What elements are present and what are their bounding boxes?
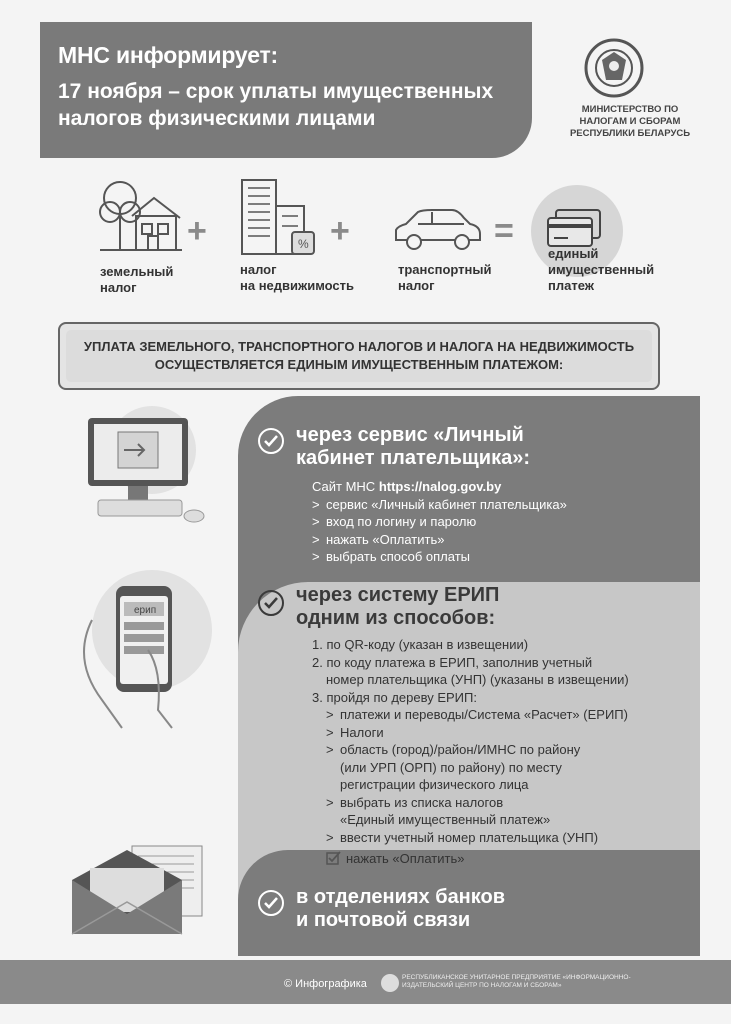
method2-title-line1: через систему ЕРИП (296, 584, 500, 606)
tree-item: > ввести учетный номер плательщика (УНП) (326, 829, 599, 845)
phone-hands-icon (62, 560, 222, 730)
car-icon (392, 204, 484, 252)
envelope-icon (62, 840, 212, 940)
method1-title-line2: кабинет плательщика»: (296, 447, 530, 469)
banner-line2: ОСУЩЕСТВЛЯЕТСЯ ЕДИНЫМ ИМУЩЕСТВЕННЫМ ПЛАТЕЖОМ: (154, 357, 564, 372)
tree-item: > область (город)/район/ИМНС по району (326, 742, 581, 757)
ministry-name: МИНИСТЕРСТВО ПО НАЛОГАМ И СБОРАМ РЕСПУБЛИКИ БЕЛАРУСЬ (569, 104, 691, 139)
method1-steps (312, 478, 567, 566)
list-item: > выбрать способ оплаты (312, 549, 471, 564)
method2-title (296, 584, 499, 630)
transport-tax-line2: налог (398, 278, 435, 293)
tree-item-cont: регистрации физического лица (340, 777, 529, 792)
erip-logo-text: ерип (134, 605, 157, 616)
realty-tax-line2: на недвижимость (240, 278, 355, 293)
svg-text:%: % (298, 237, 309, 251)
land-tax-label: земельный налог (100, 264, 174, 295)
info-banner (58, 322, 660, 390)
footer-credit: © Инфографика (284, 978, 367, 990)
method1-title-line1: через сервис «Личный (296, 424, 524, 446)
list-item: > нажать «Оплатить» (312, 531, 445, 547)
method1-title (296, 424, 530, 470)
realty-tax-line1: налог (240, 262, 277, 277)
house-icon (96, 172, 184, 254)
transport-tax-label (398, 262, 492, 294)
header-subtitle: 17 ноября – срок уплаты имущественных налогов физическими лицами (58, 80, 494, 130)
plus-sign: + (330, 212, 350, 250)
site-line (312, 478, 567, 496)
tree-item-cont: (или УРП (ОРП) по району) по месту (340, 759, 562, 775)
list-item: номер плательщика (УНП) (указаны в извещении) (326, 672, 629, 687)
single-payment-line1: единый (548, 246, 599, 261)
check-circle-icon (258, 428, 284, 454)
realty-tax-label (240, 262, 354, 294)
banner-line1: УПЛАТА ЗЕМЕЛЬНОГО, ТРАНСПОРТНОГО НАЛОГОВ И НАЛОГА НА НЕДВИЖИМОСТЬ (83, 339, 635, 354)
publisher-logo-icon (381, 974, 399, 992)
method3-title-line2: и почтовой связи (296, 909, 471, 931)
checkbox-checked-icon (326, 851, 342, 865)
transport-tax-line1: транспортный (398, 262, 492, 277)
single-payment-line3: платеж (548, 278, 594, 293)
method2-title-line2: одним из способов: (296, 607, 496, 629)
header-title: МНС информирует: (58, 42, 279, 68)
site-prefix: Сайт МНС (312, 479, 379, 494)
tree-item: > Налоги (326, 724, 384, 740)
method3-title (296, 886, 505, 932)
equals-sign: = (494, 212, 514, 250)
tree-item: > выбрать из списка налогов (326, 794, 504, 810)
check-circle-icon (258, 590, 284, 616)
single-payment-line2: имущественный (548, 262, 655, 277)
tree-item-final: нажать «Оплатить» (326, 850, 629, 868)
building-icon (238, 176, 318, 256)
site-url-link[interactable]: https://nalog.gov.by (378, 479, 502, 494)
ministry-emblem-icon (582, 36, 646, 100)
tree-item: > платежи и переводы/Система «Расчет» (ЕРИП) (326, 707, 628, 722)
method3-title-line1: в отделениях банков (296, 886, 506, 908)
list-item: > сервис «Личный кабинет плательщика» (312, 496, 567, 512)
computer-icon (70, 400, 220, 530)
list-item: > вход по логину и паролю (312, 514, 477, 529)
plus-sign: + (187, 212, 207, 250)
footer-org: РЕСПУБЛИКАНСКОЕ УНИТАРНОЕ ПРЕДПРИЯТИЕ «ИНФОРМАЦИОННО-ИЗДАТЕЛЬСКИЙ ЦЕНТР ПО НАЛОГАМ И СБОРАМ» (402, 974, 631, 989)
tree-item-cont: «Единый имущественный платеж» (340, 812, 551, 827)
method2-steps (312, 636, 629, 868)
check-circle-icon (258, 890, 284, 916)
list-item: 2. по коду платежа в ЕРИП, заполнив учетный (312, 654, 593, 670)
single-payment-label (548, 246, 654, 294)
list-item: 3. пройдя по дереву ЕРИП: (312, 689, 477, 705)
list-item: 1. по QR-коду (указан в извещении) (312, 637, 529, 652)
